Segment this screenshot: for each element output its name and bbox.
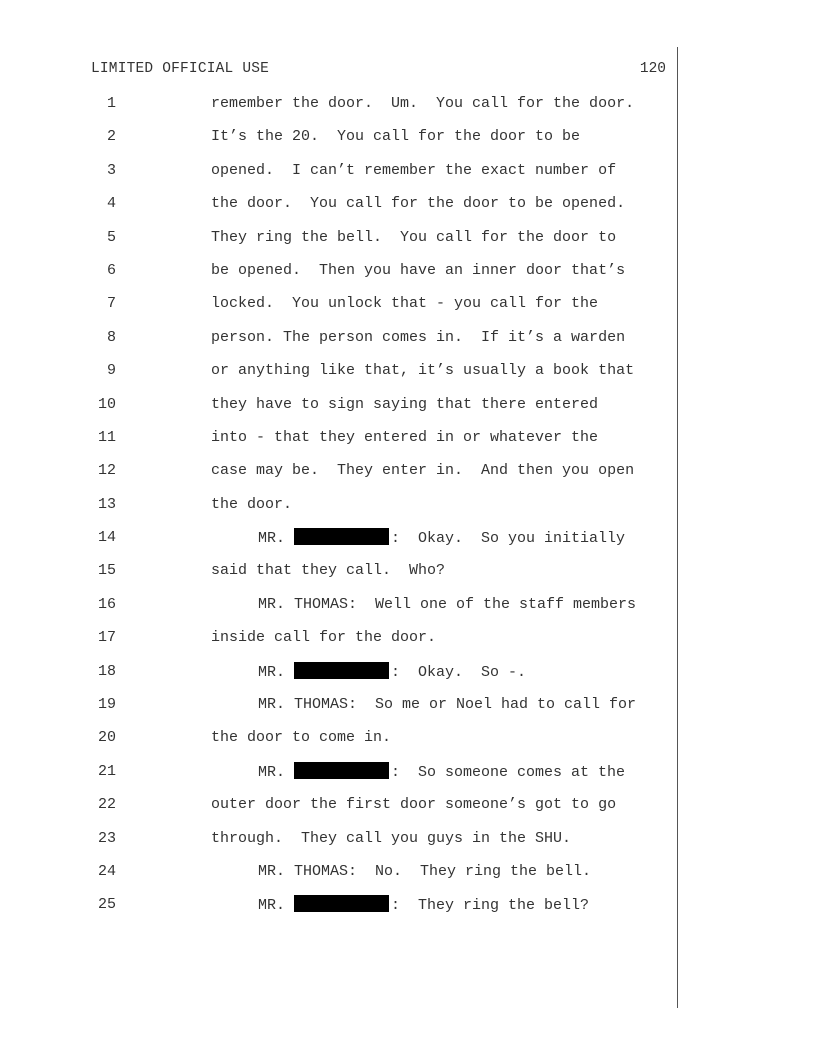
speaker-turn bbox=[258, 762, 625, 783]
line-text: MR. THOMAS: No. They ring the bell. bbox=[258, 862, 592, 880]
line-text: outer door the first door someone’s got to go bbox=[211, 796, 617, 814]
line-text: or anything like that, it’s usually a book that bbox=[211, 362, 635, 380]
line-text: the door. bbox=[211, 495, 293, 513]
line-text: opened. I can’t remember the exact number of bbox=[211, 161, 617, 179]
redaction-box bbox=[294, 762, 389, 779]
page-number: 120 bbox=[639, 61, 666, 77]
transcript-line bbox=[0, 527, 680, 560]
line-number: 3 bbox=[106, 161, 116, 179]
line-number: 9 bbox=[106, 362, 116, 380]
transcript-lines bbox=[0, 93, 680, 928]
line-number: 20 bbox=[97, 729, 116, 747]
transcript-line bbox=[0, 661, 680, 694]
transcript-line bbox=[0, 894, 680, 927]
line-number: 1 bbox=[106, 95, 116, 112]
line-text: MR. THOMAS: Well one of the staff members bbox=[258, 595, 637, 613]
transcript-line bbox=[0, 394, 680, 427]
line-number: 8 bbox=[106, 328, 116, 346]
redaction-box bbox=[294, 895, 389, 912]
transcript-line bbox=[0, 427, 680, 460]
line-text: : Okay. So -. bbox=[391, 663, 527, 681]
line-number: 14 bbox=[97, 529, 116, 547]
line-text: be opened. Then you have an inner door that’s bbox=[211, 261, 626, 279]
speaker-title: MR. bbox=[258, 897, 286, 915]
line-text: They ring the bell. You call for the door to bbox=[211, 228, 617, 246]
line-number: 6 bbox=[106, 261, 116, 279]
line-text: It’s the 20. You call for the door to be bbox=[211, 128, 581, 146]
transcript-line bbox=[0, 160, 680, 193]
line-text: locked. You unlock that - you call for the bbox=[211, 295, 599, 313]
transcript-line bbox=[0, 828, 680, 861]
line-text: : They ring the bell? bbox=[391, 897, 590, 915]
transcript-line bbox=[0, 727, 680, 760]
line-text: : Okay. So you initially bbox=[391, 530, 626, 548]
transcript-line bbox=[0, 93, 680, 126]
transcript-line bbox=[0, 761, 680, 794]
speaker-title: MR. bbox=[258, 663, 286, 681]
transcript-line bbox=[0, 494, 680, 527]
line-text: MR. THOMAS: So me or Noel had to call for bbox=[258, 696, 637, 714]
line-number: 16 bbox=[97, 595, 116, 613]
transcript-line bbox=[0, 694, 680, 727]
line-number: 15 bbox=[97, 562, 116, 580]
line-number: 22 bbox=[97, 796, 116, 814]
transcript-line bbox=[0, 460, 680, 493]
line-number: 11 bbox=[97, 428, 116, 446]
line-text: : So someone comes at the bbox=[391, 763, 626, 781]
line-text: the door. You call for the door to be opened. bbox=[211, 195, 626, 213]
line-number: 24 bbox=[97, 862, 116, 880]
line-number: 25 bbox=[97, 896, 116, 914]
line-number: 4 bbox=[106, 195, 116, 213]
line-number: 12 bbox=[97, 462, 116, 480]
redaction-box bbox=[294, 528, 389, 545]
line-text: person. The person comes in. If it’s a warden bbox=[211, 328, 626, 346]
line-text: through. They call you guys in the SHU. bbox=[211, 829, 572, 847]
transcript-line bbox=[0, 560, 680, 593]
line-text: they have to sign saying that there entered bbox=[211, 395, 599, 413]
line-text: the door to come in. bbox=[211, 729, 392, 747]
classification-header: LIMITED OFFICIAL USE bbox=[91, 61, 270, 77]
transcript-line bbox=[0, 861, 680, 894]
transcript-line bbox=[0, 594, 680, 627]
speaker-turn bbox=[258, 662, 526, 683]
line-text: said that they call. Who? bbox=[211, 562, 446, 580]
transcript-line bbox=[0, 293, 680, 326]
speaker-title: MR. bbox=[258, 763, 286, 781]
line-number: 2 bbox=[106, 128, 116, 146]
line-number: 18 bbox=[97, 662, 116, 680]
transcript-line bbox=[0, 627, 680, 660]
transcript-line bbox=[0, 193, 680, 226]
line-number: 23 bbox=[97, 829, 116, 847]
line-number: 19 bbox=[97, 696, 116, 714]
transcript-line bbox=[0, 327, 680, 360]
line-text: inside call for the door. bbox=[211, 629, 437, 647]
line-text: remember the door. Um. You call for the door. bbox=[211, 95, 635, 112]
line-number: 10 bbox=[97, 395, 116, 413]
line-number: 21 bbox=[97, 762, 116, 780]
speaker-turn bbox=[258, 528, 625, 549]
speaker-turn bbox=[258, 895, 589, 916]
line-number: 13 bbox=[97, 495, 116, 513]
redaction-box bbox=[294, 662, 389, 679]
transcript-line bbox=[0, 227, 680, 260]
line-text: case may be. They enter in. And then you open bbox=[211, 462, 635, 480]
line-number: 7 bbox=[106, 295, 116, 313]
speaker-title: MR. bbox=[258, 530, 286, 548]
transcript-line bbox=[0, 260, 680, 293]
transcript-line bbox=[0, 126, 680, 159]
line-number: 5 bbox=[106, 228, 116, 246]
transcript-line bbox=[0, 794, 680, 827]
line-text: into - that they entered in or whatever the bbox=[211, 428, 599, 446]
transcript-line bbox=[0, 360, 680, 393]
line-number: 17 bbox=[97, 629, 116, 647]
